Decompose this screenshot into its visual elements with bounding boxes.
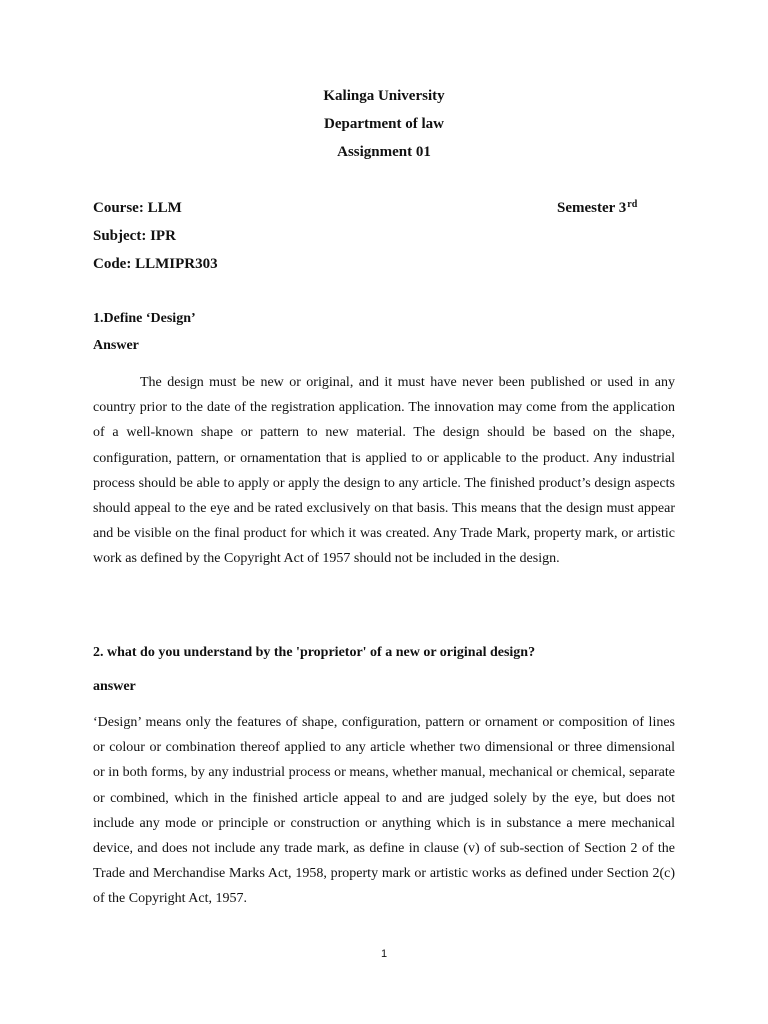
course-line: Course: LLM: [93, 200, 182, 216]
semester-line: [557, 198, 637, 218]
page-number: 1: [380, 948, 388, 960]
question-2-heading: 2. what do you understand by the 'proprietor' of a new or original design?: [93, 645, 536, 660]
semester-text: Semester 3: [557, 200, 627, 216]
assignment-title: Assignment 01: [337, 144, 431, 160]
code-line: Code: LLMIPR303: [93, 256, 218, 272]
subject-line: Subject: IPR: [93, 228, 176, 244]
department-title: Department of law: [324, 116, 444, 132]
question-1-answer-label: Answer: [93, 338, 139, 353]
university-title: Kalinga University: [323, 88, 445, 104]
question-2-answer-text: ‘Design’ means only the features of shape, configuration, pattern or ornament or composition of lines or colour or combination thereof applied to any article whether two dimensional or three dimensional or in both forms, by any industrial process or means, whether manual, mechanical or chemical, separate or combined, which in the finished article appeal to and are judged solely by the eye, but does not include any mode or principle or construction or anything which is in substance a mere mechanical device, and does not include any trade mark, as define in clause (v) of sub-section of Section 2 of the Trade and Merchandise Marks Act, 1958, property mark or artistic works as defined under Section 2(c) of the Copyright Act, 1957.: [93, 715, 675, 907]
question-1-heading: 1.Define ‘Design’: [93, 311, 196, 326]
question-2-answer-label: answer: [93, 679, 136, 694]
semester-suffix: rd: [627, 199, 638, 210]
question-1-answer-text: The design must be new or original, and it must have never been published or used in any country prior to the date of the registration application. The innovation may come from the application of a well-known shape or pattern to new material. The design should be based on the shape, configuration, pattern, or ornamentation that is applied to or applicable to the product. Any industrial process should be able to apply or apply the design to any article. The finished product’s design aspects should appeal to the eye and be rated exclusively on that basis. This means that the design must appear and be visible on the final product for which it was created. Any Trade Mark, property mark, or artistic work as defined by the Copyright Act of 1957 should not be included in the design.: [93, 375, 675, 567]
